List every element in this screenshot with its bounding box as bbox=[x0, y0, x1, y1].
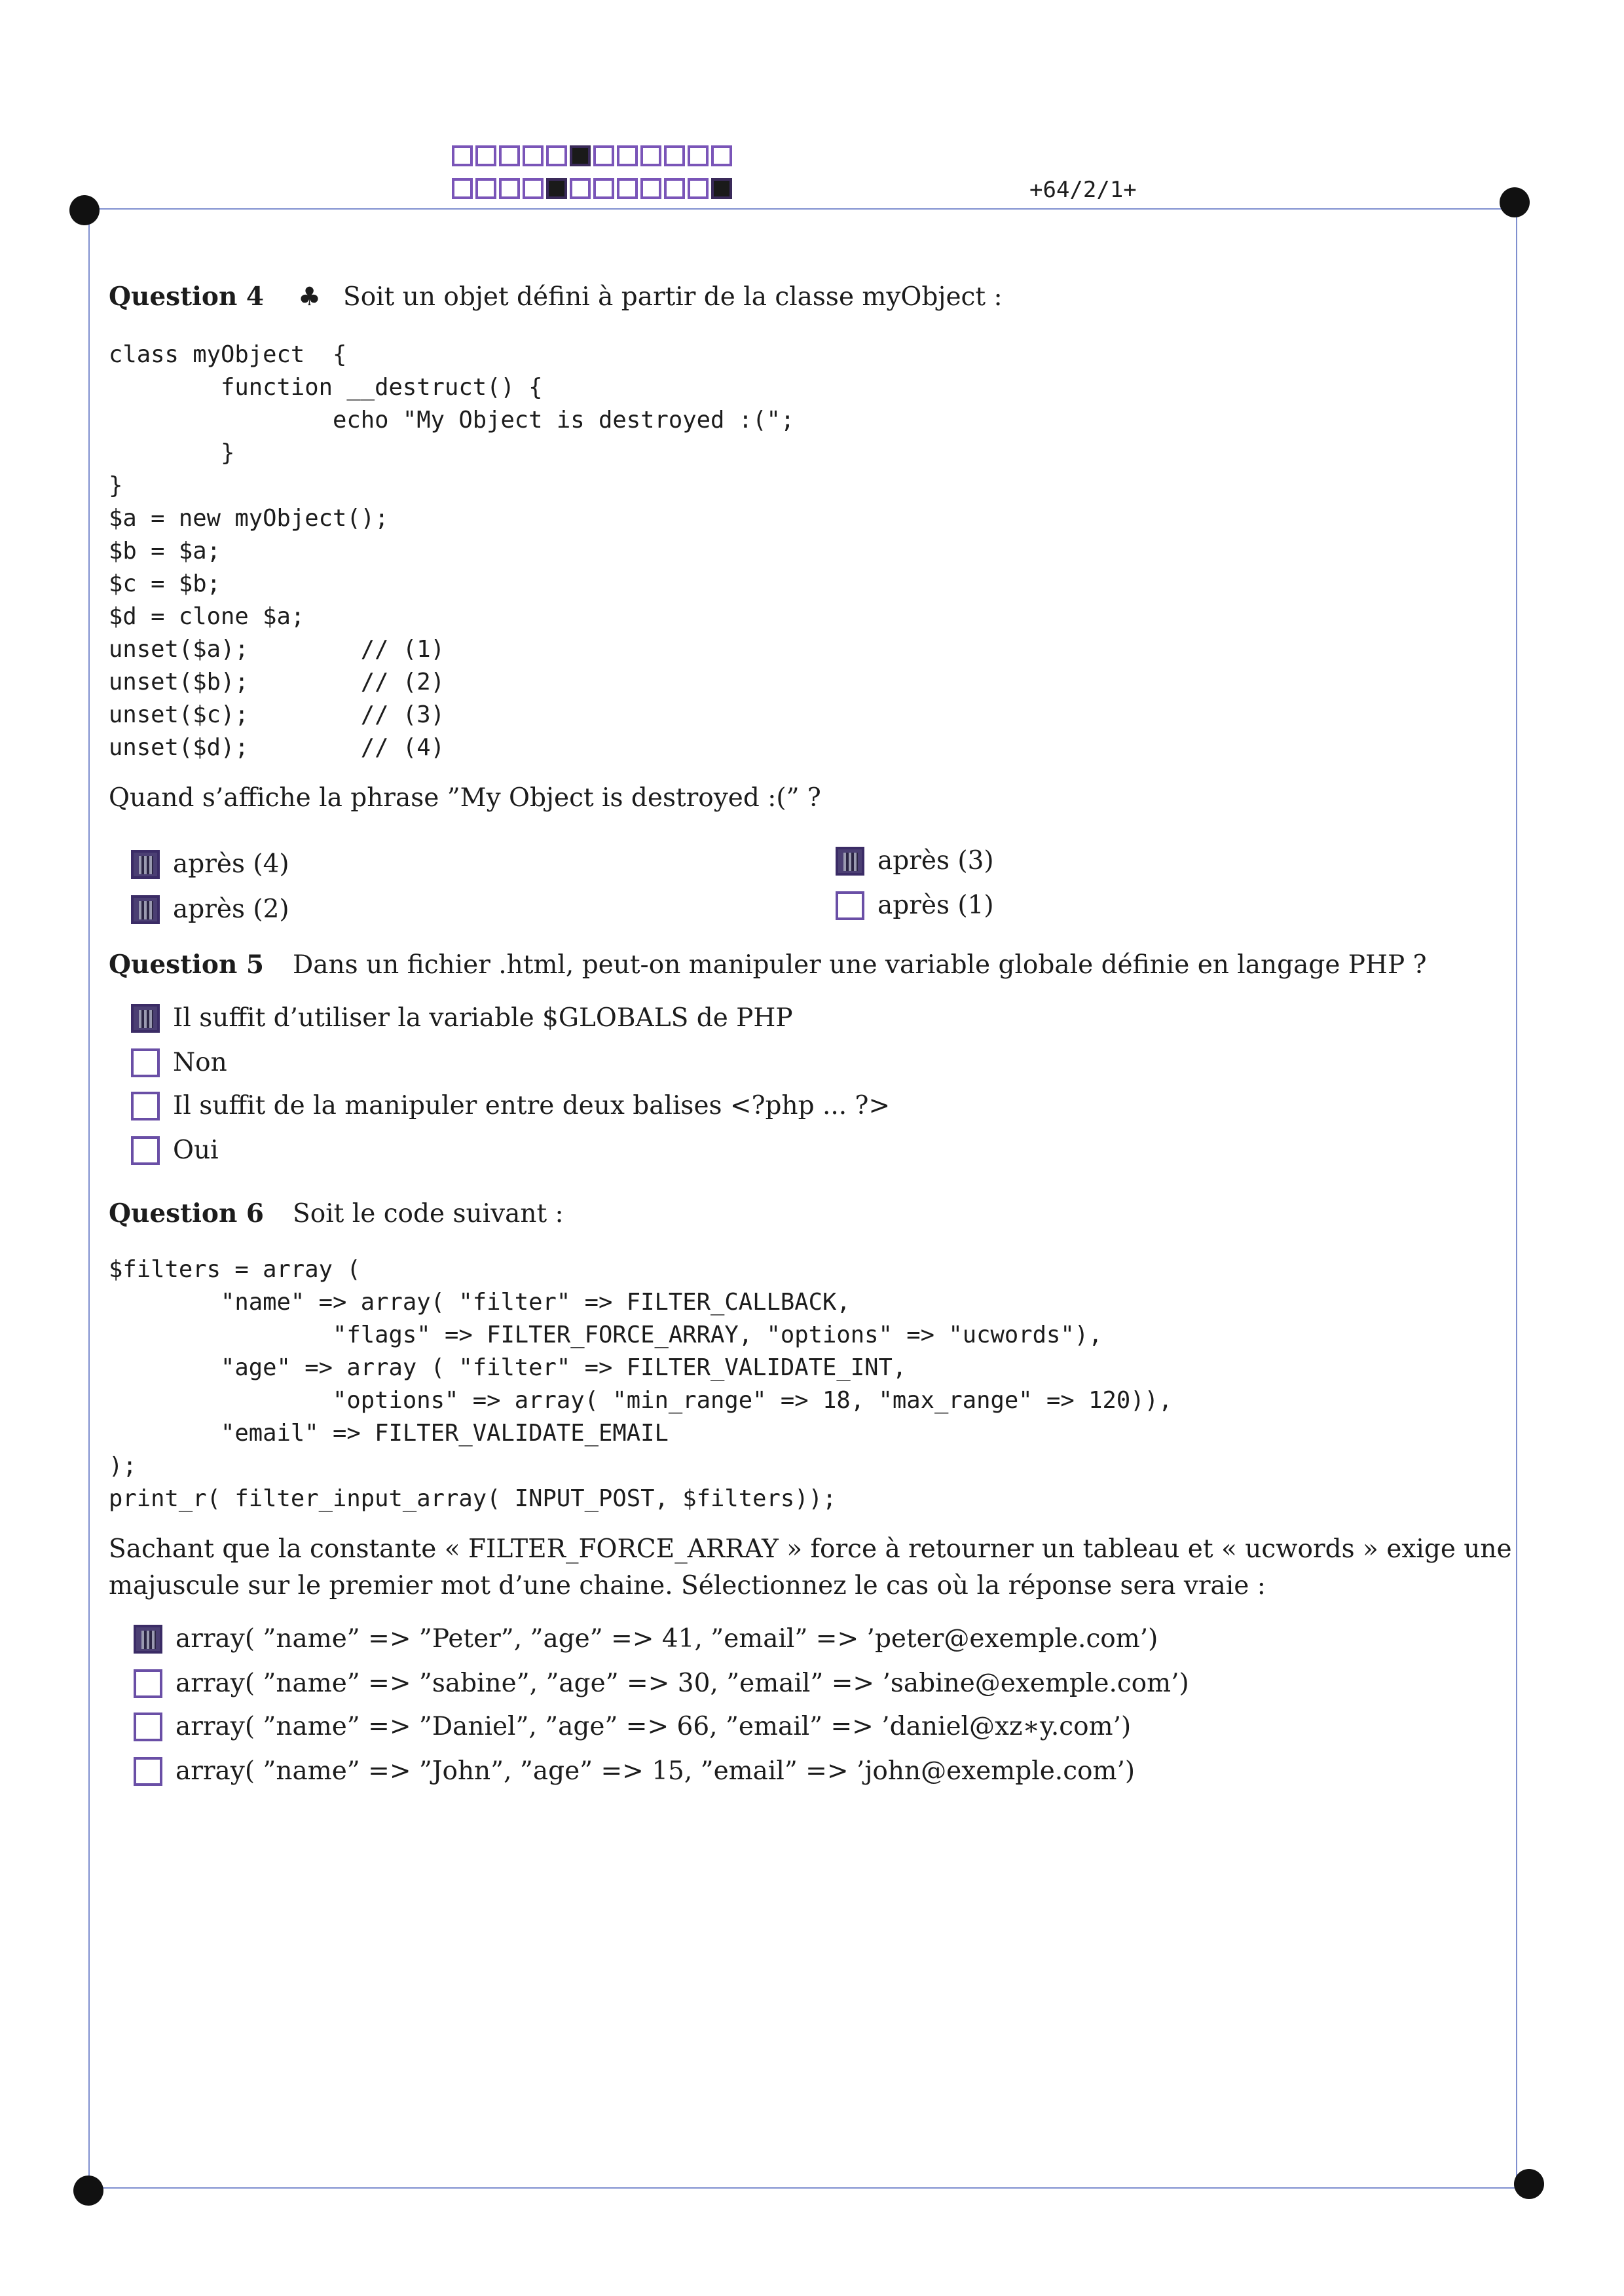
id-grid-cell bbox=[711, 178, 732, 199]
q4-answer-1[interactable] bbox=[131, 849, 289, 879]
id-grid-cell bbox=[452, 178, 473, 199]
question-6-prompt: Soit le code suivant : bbox=[293, 1199, 564, 1229]
id-grid-cell bbox=[711, 145, 732, 166]
q6-answer-3-label: array( ”name” => ”Daniel”, ”age” => 66, ”email” => ’daniel@xz∗y.com’) bbox=[175, 1712, 1132, 1741]
question-6-title: Question 6 bbox=[109, 1198, 265, 1229]
id-grid-cell bbox=[475, 145, 496, 166]
q6-answer-4[interactable] bbox=[134, 1756, 1135, 1786]
question-4-prompt: Soit un objet défini à partir de la classe myObject : bbox=[342, 282, 1003, 312]
id-grid-cell bbox=[499, 145, 520, 166]
q6-answer-2-label: array( ”name” => ”sabine”, ”age” => 30, ”email” => ’sabine@exemple.com’) bbox=[175, 1669, 1189, 1698]
question-5-prompt: Dans un fichier .html, peut-on manipuler une variable globale définie en langage PHP ? bbox=[293, 950, 1427, 980]
q6-answer-2[interactable] bbox=[134, 1669, 1189, 1698]
id-grid-cell bbox=[664, 178, 685, 199]
id-grid-cell bbox=[593, 178, 614, 199]
q4-answer-2[interactable] bbox=[131, 895, 289, 924]
student-id-grid-row2 bbox=[452, 178, 735, 199]
q6-answer-3[interactable] bbox=[134, 1712, 1131, 1741]
id-grid-cell bbox=[688, 178, 709, 199]
q6-checkbox-4[interactable] bbox=[134, 1757, 162, 1786]
frame-right bbox=[1516, 208, 1517, 2189]
student-id-grid-row1 bbox=[452, 145, 735, 166]
question-4-header bbox=[109, 282, 1003, 312]
club-icon: ♣ bbox=[298, 282, 321, 312]
q4-answer-3[interactable] bbox=[836, 846, 994, 876]
q4-answer-2-label: après (2) bbox=[173, 895, 289, 924]
q4-answer-3-label: après (3) bbox=[877, 846, 994, 876]
q5-answer-3-label: Il suffit de la manipuler entre deux balises <?php ... ?> bbox=[173, 1091, 891, 1120]
question-4-code: class myObject { function __destruct() { echo "My Object is destroyed :("; } } $a = new myObject(); $b = $a; $c = $b; $d = clone $a; unset($a); // (1) unset($b); // (2) unset($c); // (3) unset($d); // (4) bbox=[109, 341, 795, 761]
q4-checkbox-4[interactable] bbox=[836, 891, 864, 920]
q5-checkbox-3[interactable] bbox=[131, 1092, 160, 1120]
q5-answer-4-label: Oui bbox=[173, 1136, 219, 1165]
q5-answer-2[interactable] bbox=[131, 1048, 227, 1077]
corner-mark-top-right bbox=[1500, 187, 1530, 217]
question-5-title: Question 5 bbox=[109, 950, 265, 980]
q5-answer-4[interactable] bbox=[131, 1136, 219, 1165]
corner-mark-bottom-left bbox=[73, 2176, 103, 2206]
q5-answer-1[interactable] bbox=[131, 1003, 793, 1033]
q4-answer-4[interactable] bbox=[836, 891, 994, 920]
id-grid-cell bbox=[523, 178, 544, 199]
corner-mark-top-left bbox=[69, 195, 100, 225]
q6-checkbox-3[interactable] bbox=[134, 1713, 162, 1741]
id-grid-cell bbox=[664, 145, 685, 166]
question-4-title: Question 4 bbox=[109, 282, 265, 312]
id-grid-cell bbox=[546, 178, 567, 199]
id-grid-cell bbox=[617, 178, 638, 199]
question-5-header bbox=[109, 950, 1427, 980]
id-grid-cell bbox=[640, 178, 661, 199]
id-grid-cell bbox=[499, 178, 520, 199]
id-grid-cell bbox=[570, 145, 591, 166]
q6-checkbox-1[interactable] bbox=[134, 1625, 162, 1654]
q6-checkbox-2[interactable] bbox=[134, 1669, 162, 1698]
q5-answer-1-label: Il suffit d’utiliser la variable $GLOBALS de PHP bbox=[173, 1003, 793, 1033]
q4-checkbox-1[interactable] bbox=[131, 850, 160, 879]
q5-checkbox-1[interactable] bbox=[131, 1004, 160, 1033]
question-6-header bbox=[109, 1198, 564, 1229]
q6-answer-1[interactable] bbox=[134, 1624, 1158, 1654]
q6-answer-1-label: array( ”name” => ”Peter”, ”age” => 41, ”email” => ’peter@exemple.com’) bbox=[175, 1624, 1158, 1654]
id-grid-cell bbox=[570, 178, 591, 199]
page-id: +64/2/1+ bbox=[1029, 177, 1137, 203]
id-grid-cell bbox=[452, 145, 473, 166]
frame-bottom bbox=[90, 2187, 1528, 2189]
q5-checkbox-2[interactable] bbox=[131, 1048, 160, 1077]
id-grid-cell bbox=[617, 145, 638, 166]
q5-answer-3[interactable] bbox=[131, 1091, 890, 1120]
id-grid-cell bbox=[523, 145, 544, 166]
id-grid-cell bbox=[640, 145, 661, 166]
corner-mark-bottom-right bbox=[1514, 2169, 1544, 2199]
q4-checkbox-2[interactable] bbox=[131, 895, 160, 924]
q4-answer-1-label: après (4) bbox=[173, 849, 289, 879]
frame-left bbox=[88, 208, 90, 2189]
q5-answer-2-label: Non bbox=[173, 1048, 227, 1077]
frame-top bbox=[90, 208, 1517, 210]
question-6-code: $filters = array ( "name" => array( "filter" => FILTER_CALLBACK, "flags" => FILTER_FORCE_ARRAY, "options" => "ucwords"), "age" => array ( "filter" => FILTER_VALIDATE_INT, "options" => array( "min_range" => 18, "max_range" => 120)), "email" => FILTER_VALIDATE_EMAIL ); print_r( filter_input_array( INPUT_POST, $filters)); bbox=[109, 1256, 1173, 1512]
id-grid-cell bbox=[593, 145, 614, 166]
q5-checkbox-4[interactable] bbox=[131, 1136, 160, 1165]
q6-answer-4-label: array( ”name” => ”John”, ”age” => 15, ”email” => ’john@exemple.com’) bbox=[175, 1756, 1135, 1786]
id-grid-cell bbox=[546, 145, 567, 166]
question-6-explanation: Sachant que la constante « FILTER_FORCE_ARRAY » force à retourner un tableau et « ucwords » exige une majuscule sur le premier mot d’une chaine. Sélectionnez le cas où la réponse sera vraie : bbox=[109, 1534, 1512, 1601]
id-grid-cell bbox=[475, 178, 496, 199]
q4-checkbox-3[interactable] bbox=[836, 847, 864, 876]
q4-answer-4-label: après (1) bbox=[877, 891, 994, 920]
id-grid-cell bbox=[688, 145, 709, 166]
question-4-question: Quand s’affiche la phrase ”My Object is destroyed :(” ? bbox=[109, 783, 821, 813]
